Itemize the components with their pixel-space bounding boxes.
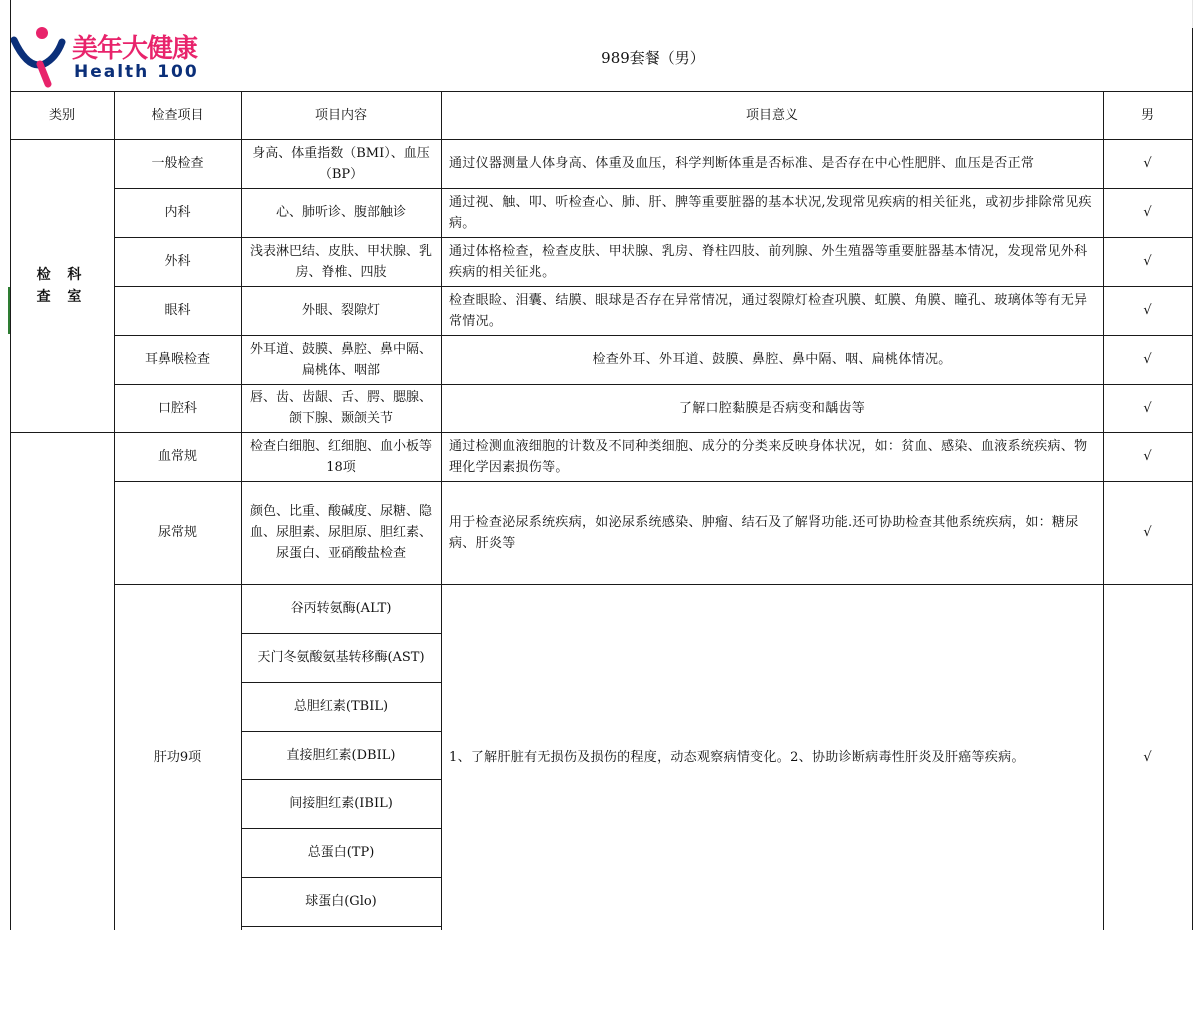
logo-name-cn: 美年大健康 (72, 34, 198, 64)
table-border (114, 384, 1193, 385)
row-content: 心、肺听诊、腹部触诊 (275, 205, 406, 220)
row-content: 外眼、裂隙灯 (301, 303, 380, 318)
row-item: 耳鼻喉检查 (144, 352, 210, 367)
liver-content-item: 总胆红素(TBIL) (293, 699, 389, 714)
table-border (10, 0, 11, 930)
row-item: 尿常规 (157, 525, 197, 540)
table-border (114, 188, 1193, 189)
row-meaning: 通过体格检查，检查皮肤、甲状腺、乳房、脊柱四肢、前列腺、外生殖器等重要脏器基本情况，发现常见外科疾病的相关征兆。 (449, 243, 1088, 280)
liver-male-check: √ (1143, 749, 1152, 765)
liver-content-item: 天门冬氨酸氨基转移酶(AST) (257, 650, 425, 665)
header-item: 检查项目 (151, 108, 204, 123)
liver-content-item: 间接胆红素(IBIL) (289, 796, 393, 811)
table-border (10, 91, 1193, 92)
row-male-check: √ (1143, 449, 1152, 464)
table-border (114, 584, 1193, 585)
row-item: 一般检查 (151, 156, 204, 171)
table-border (10, 139, 1193, 140)
row-meaning: 检查眼睑、泪囊、结膜、眼球是否存在异常情况，通过裂隙灯检查巩膜、虹膜、角膜、瞳孔、玻璃体等有无异常情况。 (449, 292, 1088, 329)
liver-content-item: 总蛋白(TP) (307, 845, 375, 860)
row-content: 外耳道、鼓膜、鼻腔、鼻中隔、扁桃体、咽部 (249, 341, 432, 378)
table-border (1103, 91, 1104, 930)
table-border (114, 481, 1193, 482)
liver-content-item: 球蛋白(Glo) (305, 894, 377, 909)
row-content: 颜色、比重、酸碱度、尿糖、隐血、尿胆素、尿胆原、胆红素、尿蛋白、亚硝酸盐检查 (249, 504, 432, 561)
row-meaning: 通过仪器测量人体身高、体重及血压，科学判断体重是否标准、是否存在中心性肥胖、血压是否正常 (449, 156, 1035, 171)
table-border (241, 828, 442, 829)
row-male-check: √ (1143, 156, 1152, 171)
table-border (241, 682, 442, 683)
header-content: 项目内容 (314, 108, 367, 123)
row-male-check: √ (1143, 254, 1152, 269)
table-border (114, 91, 115, 930)
row-content: 身高、体重指数（BMI）、血压（BP） (252, 145, 430, 182)
row-male-check: √ (1143, 303, 1152, 318)
header-male: 男 (1140, 108, 1154, 123)
table-border (241, 877, 442, 878)
table-border (114, 237, 1193, 238)
table-border (441, 91, 442, 930)
row-item: 口腔科 (157, 400, 197, 416)
row-male-check: √ (1143, 525, 1152, 540)
liver-content-item: 谷丙转氨酶(ALT) (290, 601, 392, 616)
liver-item: 肝功9项 (153, 749, 202, 765)
row-meaning: 通过检测血液细胞的计数及不同种类细胞、成分的分类来反映身体状况，如：贫血、感染、血液系统疾病、物理化学因素损伤等。 (449, 438, 1088, 475)
logo-figure-icon (10, 24, 70, 88)
row-meaning: 通过视、触、叩、听检查心、肺、肝、脾等重要脏器的基本状况,发现常见疾病的相关征兆，或初步排除常见疾病。 (449, 194, 1092, 231)
table-border (114, 286, 1193, 287)
row-meaning: 了解口腔黏膜是否病变和龋齿等 (678, 400, 866, 416)
header-category: 类别 (48, 108, 75, 123)
table-border (10, 432, 1193, 433)
liver-content-item: 直接胆红素(DBIL) (286, 747, 396, 763)
logo-name-en: Health 100 (74, 62, 199, 82)
row-content: 唇、齿、齿龈、舌、腭、腮腺、颌下腺、颞颌关节 (249, 390, 432, 426)
row-item: 外科 (164, 254, 191, 269)
table-border (241, 731, 442, 732)
row-male-check: √ (1143, 400, 1152, 416)
row-male-check: √ (1143, 352, 1152, 367)
category-exam-room: 检 科 查 室 (36, 266, 88, 305)
row-meaning: 用于检查泌尿系统疾病，如泌尿系统感染、肿瘤、结石及了解肾功能.还可协助检查其他系统疾病，如：糖尿病、肝炎等 (449, 514, 1079, 551)
row-item: 血常规 (157, 449, 197, 464)
row-male-check: √ (1143, 205, 1152, 220)
table-border (114, 335, 1193, 336)
page-title: 989套餐（男） (601, 48, 705, 67)
table-border (1192, 28, 1193, 930)
table-border (241, 633, 442, 634)
liver-meaning: 1、了解肝脏有无损伤及损伤的程度，动态观察病情变化。2、协助诊断病毒性肝炎及肝癌等疾病。 (449, 749, 1025, 765)
row-content: 浅表淋巴结、皮肤、甲状腺、乳房、脊椎、四肢 (249, 243, 432, 280)
row-meaning: 检查外耳、外耳道、鼓膜、鼻腔、鼻中隔、咽、扁桃体情况。 (592, 352, 952, 367)
row-content: 检查白细胞、红细胞、血小板等18项 (249, 438, 432, 475)
row-item: 内科 (164, 205, 191, 220)
table-border (241, 91, 242, 930)
row-item: 眼科 (164, 303, 191, 318)
header-meaning: 项目意义 (745, 108, 798, 123)
table-border (241, 926, 442, 927)
table-border (241, 779, 442, 780)
